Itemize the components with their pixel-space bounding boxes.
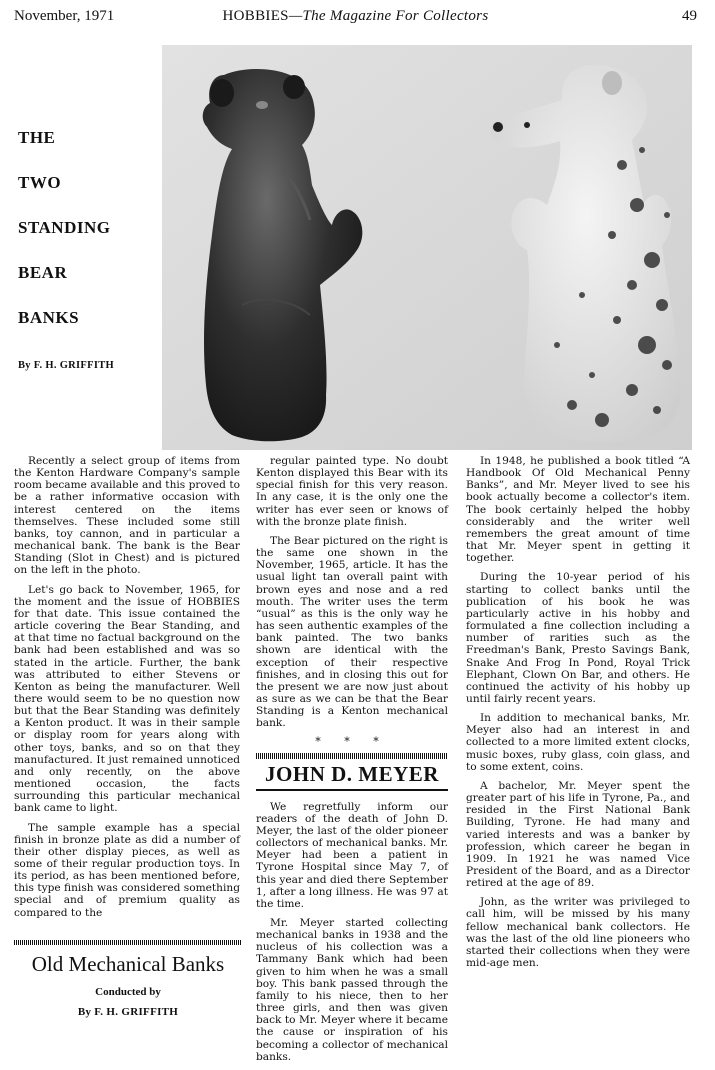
department-title: Old Mechanical Banks (31, 952, 225, 976)
obituary-paragraph: A bachelor, Mr. Meyer spent the greater part of his life in Tyrone, Pa., and resided in the First National Bank Building, Tyrone. He had many and varied interests and was a banker by profession, which career he began in 1909. In 1921 he was named Vice President of the Board, and as a Director retired at the age of 89. (466, 779, 690, 890)
magazine-tagline: —The Magazine For Collectors (288, 8, 489, 24)
page-number: 49 (682, 8, 697, 24)
obituary-paragraph: In addition to mechanical banks, Mr. Meyer also had an interest in and collected to a more limited extent clocks, music boxes, ruby glass, coin glass, and to some extent, coins. (466, 712, 690, 773)
obituary-heading: JOHN D. MEYER (256, 761, 448, 791)
article-title-block (18, 115, 153, 371)
issue-date: November, 1971 (14, 8, 115, 24)
title-line: THE (18, 128, 56, 147)
title-line: BEAR (18, 263, 68, 282)
article-paragraph: Let's go back to November, 1965, for the moment and the issue of HOBBIES for that date. This issue contained the article covering the Bear Standing, and at that time no factual background on the bank had been established and was so stated in the article. Further, the bank was attributed to either Stevens or Kenton as being the manufacturer. Well there would seem to be no question now but that the Bear Standing was definitely a Kenton product. It was in their sample or display room for years along with other toys, banks, and so on that they manufactured. It just remained unnoticed and only recently, on the above mentioned occasion, the facts surrounding this particular mechanical bank came to light. (14, 583, 240, 815)
article-byline: By F. H. GRIFFITH (18, 360, 115, 371)
article-paragraph: Recently a select group of items from the Kenton Hardware Company's sample room became available and this proved to be a rather informative occasion with interest centered on the items themselves. These included some still banks, toy cannon, and in particular a mechanical bank. The bank is the Bear Standing (Slot in Chest) and is pictured on the left in the photo. (14, 455, 240, 577)
section-separator: * * * (315, 735, 389, 749)
obituary-paragraph: In 1948, he published a book titled “A Handbook Of Old Mechanical Penny Banks”, and Mr. Meyer lived to see his book actually become a collector's item. The book certainly helped the hobby considerably and the writer well remembers the great amount of time that Mr. Meyer spent in getting it together. (466, 455, 690, 565)
column-2 (256, 455, 448, 1070)
running-header (14, 8, 697, 28)
department-author: By F. H. GRIFFITH (77, 1006, 179, 1018)
magazine-name (14, 8, 697, 25)
bear-banks-illustration (162, 45, 692, 450)
magazine-title: HOBBIES (222, 8, 289, 24)
column-1 (14, 455, 240, 926)
department-conducted-by: Conducted by (95, 986, 161, 998)
obituary-paragraph: We regretfully inform our readers of the death of John D. Meyer, the last of the older pioneer collectors of mechanical banks. Mr. Meyer had been a patient in Tyrone Hospital since May 7, of this year and died there September 1, after a long illness. He was 97 at the time. (256, 800, 448, 910)
obituary-paragraph: Mr. Meyer started collecting mechanical banks in 1938 and the nucleus of his collection was a Tammany Bank which had been given to him when he was a small boy. This bank passed through the family to his niece, then to her three girls, and then was given back to Mr. Meyer where it became the cause or inspiration of his becoming a collector of mechanical banks. (256, 917, 448, 1063)
title-line: TWO (18, 173, 62, 192)
title-line: STANDING (18, 218, 111, 237)
heading-rule (256, 753, 448, 759)
obituary-paragraph: John, as the writer was privileged to call him, will be missed by his many fellow mechanical bank collectors. He was the last of the old line pioneers who started their collections when they were mid-age men. (466, 896, 690, 970)
department-rule (14, 940, 242, 945)
obituary-paragraph: During the 10-year period of his starting to collect banks until the publication of his book he was particularly active in his hobby and formulated a fine collection including a number of rarities such as the Freedman's Bank, Presto Savings Bank, Snake And Frog In Pond, Royal Trick Elephant, Clown On Bar, and others. He continued the activity of his hobby up until fairly recent years. (466, 571, 690, 705)
article-paragraph: The Bear pictured on the right is the same one shown in the November, 1965, article. It has the usual light tan overall paint with brown eyes and nose and a red mouth. The writer uses the term “usual” as this is the only way he has seen authentic examples of the bank painted. The two banks shown are identical with the exception of their respective finishes, and in closing this out for the present we are now just about as sure as we can be that the Bear Standing is a Kenton mechanical bank. (256, 534, 448, 730)
bear-banks-photo (162, 45, 692, 450)
article-paragraph: regular painted type. No doubt Kenton displayed this Bear with its special finish for this very reason. In any case, it is the only one the writer has ever seen or knows of with the bronze plate finish. (256, 455, 448, 528)
title-line: BANKS (18, 308, 80, 327)
article-paragraph: The sample example has a special finish in bronze plate as did a number of their other display pieces, as well as some of their regular production toys. In its period, as has been mentioned before, this type finish was considered something special and of premium quality as compared to the (14, 821, 240, 919)
column-3 (466, 455, 690, 976)
